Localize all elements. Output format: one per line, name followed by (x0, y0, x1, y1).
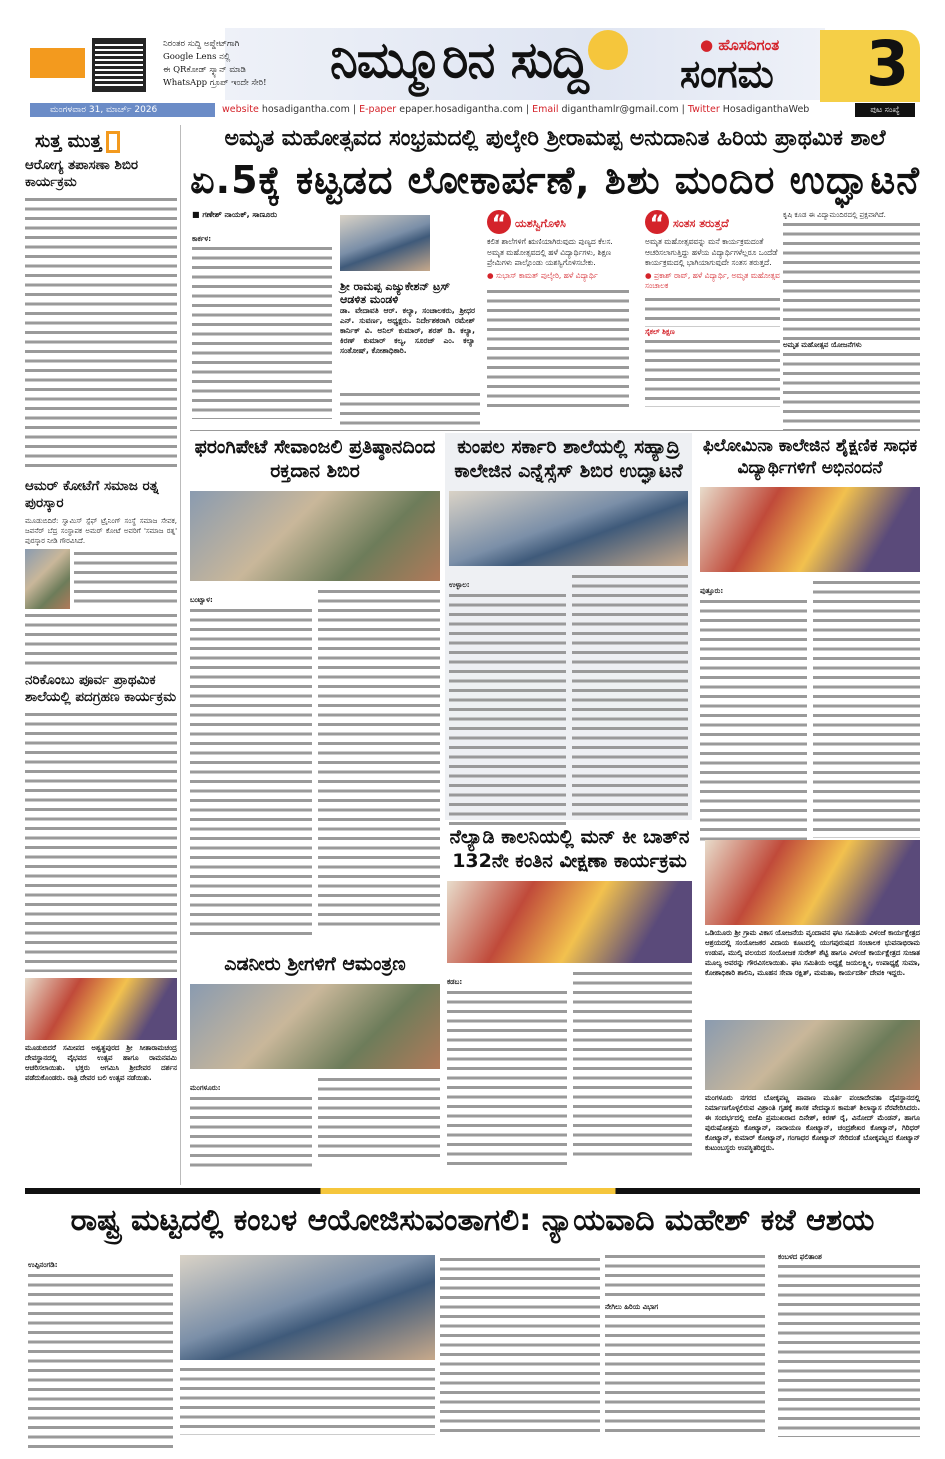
page-title: ನಿಮ್ಮೂರಿನ ಸುದ್ದಿ (330, 30, 588, 89)
story-body (605, 1312, 765, 1432)
logo-text: ಹೊಸದಿಗಂತ (718, 36, 780, 54)
story-body (25, 710, 177, 972)
group-photo (705, 840, 920, 925)
quote-source-text: ಸುಭಾಸ್ ಕಾಮತ್ ಪುಲ್ಕೇರಿ, ಹಳೆ ವಿದ್ಯಾರ್ಥಿ (495, 270, 598, 280)
bottom-col-1 (28, 1252, 173, 1451)
photo-caption-block (340, 280, 475, 356)
column-brand (35, 131, 177, 153)
quote-text: ಕಲಿತ ಶಾಲೆಗಳಿಗೆ ಋಣಿಯಾಗಿರುವುದು ಪುಣ್ಯದ ಕೆಲಸ. ಅಮೃತ ಮಹೋತ್ಸವದಲ್ಲಿ ಹಳೆ ವಿದ್ಯಾರ್ಥಿಗಳು, ಶಿಕ್ಷಣ ಪ್ರೇಮಿಗಳು ಪಾಲ್ಗೊಂಡು ಯಶಸ್ವಿಗೊಳಿಸಬೇಕು. (487, 237, 613, 267)
subhead: ನೇಗಿಲು ಹಿರಿಯ ವಿಭಾಗ (605, 1303, 659, 1311)
story-body (700, 597, 807, 847)
quote-icon: “ (487, 210, 511, 234)
subhead: ಸೈಕಲ್ ಶಿಕ್ಷಣ (645, 327, 675, 336)
email-link[interactable]: diganthamlr@gmail.com (561, 104, 679, 115)
quote-source: ● ಪ್ರಕಾಶ್ ರಾವ್, ಹಳೆ ವಿದ್ಯಾರ್ಥಿ, ಅಮೃತ ಮಹೋತ್ಸವ ಸಂಚಾಲಕ (645, 270, 780, 290)
epaper-label: E-paper (359, 104, 397, 115)
dateline: ಕಡಬ: (447, 978, 463, 986)
story-body (645, 295, 780, 327)
story-body (605, 1252, 765, 1302)
dateline: ಬಂಟ್ವಾಳ: (190, 596, 213, 604)
page-number: 3 (866, 27, 910, 100)
story-body (447, 988, 567, 1168)
story-body (645, 337, 780, 407)
quote-title: ಸಂತಸ ತರುತ್ತದೆ (673, 216, 729, 230)
bottom-col-5 (778, 1252, 920, 1437)
door-icon (106, 131, 120, 153)
story-text: ಕೃಷಿ ಕೂಡ ಈ ವಿದ್ಯಾಮಂದಿರದಲ್ಲಿ ಪ್ರಕ್ಷವಾಗಿದೆ. (783, 211, 886, 219)
dateline: ಉಪ್ಪಿನಂಗಡಿ: (28, 1261, 58, 1269)
story-body (440, 1255, 600, 1435)
story-photo (190, 984, 440, 1069)
story-headline: ನರಿಕೊಂಬು ಪೂರ್ವ ಪ್ರಾಥಮಿಕ ಶಾಲೆಯಲ್ಲಿ ಪದಗ್ರಹಣ ಕಾರ್ಯಕ್ರಮ (25, 672, 177, 705)
epaper-link[interactable]: epaper.hosadigantha.com (399, 104, 523, 115)
caption-text: ಡಾ. ವೇದಾವತಿ ಆರ್. ಕಲ್ಯಾ, ಸಂಚಾಲಕರು, ಶ್ರೀಧರ ಎನ್. ಸುವರ್ಣ, ಅಧ್ಯಕ್ಷರು. ನಿರ್ದೇಶಕರಾಗಿ ರಮೇಶ್ ಕಾರ್ನಿಕ್ ವಿ. ಅನಿಲ್ ಕುಮಾರ್, ಶರತ್ ಡಿ. ಕಲ್ಯಾ, ಕಿರಣ್ ಕುಮಾರ್ ಕಲ್ಯ, ಸೂರಜ್ ಎಂ. ಕಲ್ಯಾ ಸಂತೋಷ್, ಕೋಶಾಧಿಕಾರಿ. (340, 306, 475, 355)
byline-text: ಗಣೇಶ್ ನಾಯಕ್, ಸಾಣೂರು (202, 210, 278, 219)
quote-text: ಅಮೃತ ಮಹೋತ್ಸವವನ್ನು ಮನೆ ಕಾರ್ಯಕ್ರಮದಂತೆ ಆಚರಿಸಲಾಗುತ್ತಿದ್ದು ಹಳೆಯ ವಿದ್ಯಾರ್ಥಿಗಳೆಲ್ಲರೂ ಒಂದೆಡೆ ಕಾರ್ಯಕ್ರಮದಲ್ಲಿ ಭಾಗಿಯಾಗುವುದೇ ಸಂತಸ ತರುತ್ತದೆ. (645, 237, 778, 267)
story-body (28, 1271, 173, 1451)
story-body (190, 606, 312, 941)
story-body (25, 611, 177, 666)
twitter-label: Twitter (687, 104, 720, 115)
section-stripe (25, 1188, 920, 1194)
story-body (340, 390, 480, 426)
story-body (192, 244, 332, 419)
story-photo (700, 487, 920, 572)
qr-code[interactable] (92, 38, 146, 92)
kambala-photo (180, 1255, 435, 1360)
qr-text-line: Google Lens ನಲ್ಲಿ (163, 52, 231, 62)
story-philomena (700, 435, 920, 847)
website-link[interactable]: hosadigantha.com (261, 104, 350, 115)
newspaper-logo: ● ಹೊಸದಿಗಂತ (700, 36, 780, 54)
quote-title: ಯಶಸ್ವಿಗೊಳಿಸಿ (515, 216, 566, 230)
person-photo (25, 549, 70, 609)
quote-source-text: ಪ್ರಕಾಶ್ ರಾವ್, ಹಳೆ ವಿದ್ಯಾರ್ಥಿ, ಅಮೃತ ಮಹೋತ್ಸವ ಸಂಚಾಲಕ (645, 270, 780, 290)
lead-headline: ಏ.5ಕ್ಕೆ ಕಟ್ಟಡದ ಲೋಕಾರ್ಪಣೆ, ಶಿಶು ಮಂದಿರ ಉದ್ಘಾಟನೆ (190, 158, 920, 202)
photo-caption: ಮೂಡುಬಿದರೆ ಸಮೀಪದ ಅಶ್ವತ್ಥಪುರದ ಶ್ರೀ ಸೀತಾರಾಮಚಂದ್ರ ದೇವಸ್ಥಾನದಲ್ಲಿ ವೈಭವದ ಉತ್ಸವ ಹಾಗೂ ರಾಮನವಮಿ ಆಚರಿಸಲಾಯಿತು. ಭಕ್ತರು ಆಗಮಿಸಿ ಶ್ರೀದೇವರ ದರ್ಶನ ಪಡೆದುಕೊಂಡರು. ರಾತ್ರಿ ದೇವರ ಬಲಿ ಉತ್ಸವ ನಡೆಯಿತು. (25, 1044, 177, 1082)
qr-instructions (163, 38, 283, 90)
column-brand-text: ಸುತ್ತ ಮುತ್ತ (35, 131, 102, 152)
bottom-col-4 (605, 1252, 765, 1432)
qr-text-line: WhatsApp ಗ್ರೂಪ್ ಇಂದೇ ಸೇರಿ! (163, 78, 267, 88)
story-body (783, 350, 920, 430)
story-headline: ಎಡನೀರು ಶ್ರೀಗಳಿಗೆ ಆಮಂತ್ರಣ (224, 953, 406, 975)
section-name: ಸಂಗಮ (680, 52, 774, 96)
temple-photo (25, 978, 177, 1040)
story-lead: ಮೂಡುಬಿದಿರೆ: ಸ್ವಾಮಿಸ್ ಸ್ಪೆಫ್ ಟ್ರೈನಿಂಗ್ ಸಂಸ್ಥೆ ಸಮಾಜ ಸೇವಕ, ಜವನೆರ್ ಬೆದ್ರ ಸಂಸ್ಥಾಪಕ ಅಮರ್ ಕೋಟೆ ಅವರಿಗೆ 'ಸಮಾಜ ರತ್ನ' ಪುರಸ್ಕಾರ ನೀಡಿ ಗೌರವಿಸಿದೆ. (25, 517, 177, 545)
group-photo (705, 1020, 920, 1090)
quote-box (487, 210, 629, 407)
story-blood-donation (190, 435, 440, 941)
quote-source: ● ಸುಭಾಸ್ ಕಾಮತ್ ಪುಲ್ಕೇರಿ, ಹಳೆ ವಿದ್ಯಾರ್ಥಿ (487, 270, 598, 280)
story-body (783, 220, 920, 340)
email-label: Email (532, 104, 559, 115)
column-divider (180, 125, 181, 1185)
story-body (449, 591, 566, 826)
dateline: ಪುತ್ತೂರು: (700, 587, 724, 595)
subhead: ಅಮೃತ ಮಹೋತ್ಸವ ಯೋಜನೆಗಳು (783, 341, 862, 349)
photo-caption: ಒಡಿಯೂರು ಶ್ರೀ ಗ್ರಾಮ ವಿಕಾಸ ಯೋಜನೆಯ ವೃಂದಾವನ ಘಟ ಸಮಿತಿಯ ವಿಳಂಜೆ ಕಾರ್ಯಕ್ಷೇತ್ರದ ಆಶ್ರಯದಲ್ಲಿ ಸಂಯೋಜಕರ ವಿದಾಯ ಕೂಟದಲ್ಲಿ ಯುಗಪುರುಷದ ಸಂಚಾಲಕ ಭುವನಾಭಿರಾಮ ಉಡುಪ, ಮುಲ್ಕಿ ವಲಯದ ಸಂಯೋಜಕ ಸುರೇಶ್ ಶೆಟ್ಟಿ ಹಾಗೂ ವಿಳಂಜೆ ಕಾರ್ಯಕ್ಷೇತ್ರದ ಸುಜಾತ ಮೂಲ್ಯ ಅವರನ್ನು ಗೌರವಿಸಲಾಯಿತು. ಘಟ ಸಮಿತಿಯ ಅಧ್ಯಕ್ಷೆ ಜಯಲಕ್ಷ್ಮೀ, ಉಪಾಧ್ಯಕ್ಷೆ ಸುಮಾ, ಕೋಶಾಧಿಕಾರಿ ಶಾಲಿನಿ, ಮೂಹನ ಸೇವಾ ರಕ್ಷಿತ್, ಮಮತಾ, ಕಾರ್ಯದರ್ಶಿ ದೇವಕಿ ಇದ್ದರು. (705, 929, 920, 977)
contact-links: website hosadigantha.com | E-paper epaper.hosadigantha.com | Email diganthamlr@gmail.com | Twitter HosadiganthaWeb (222, 104, 810, 115)
subhead: ಕಂಬಳದ ಫಲಿತಾಂಶ (778, 1253, 822, 1261)
bottom-headline: ರಾಷ್ಟ್ರ ಮಟ್ಟದಲ್ಲಿ ಕಂಬಳ ಆಯೋಜಿಸುವಂತಾಗಲಿ: ನ್ಯಾಯವಾದಿ ಮಹೇಶ್ ಕಜೆ ಆಶಯ (70, 1203, 875, 1238)
dateline: ಕಾರ್ಕಳ: (192, 235, 211, 243)
story-headline: ಕುಂಪಲ ಸರ್ಕಾರಿ ಶಾಲೆಯಲ್ಲಿ ಸಹ್ಯಾದ್ರಿ ಕಾಲೇಜಿನ ಎನ್ನೆಸ್ಸೆಸ್ ಶಿಬಿರ ಉದ್ಘಾಟನೆ (454, 436, 683, 482)
story-body (813, 578, 920, 838)
photo-caption: ಮಂಗಳೂರು ನಗರದ ಬೋಕ್ಕಪಟ್ಣ ಪಾಪಾಣ ಮೂರ್ತಿ ಪಂಚಾದೇವತಾ ದೈವಸ್ಥಾನದಲ್ಲಿ ನಿರ್ಮಾಣಗೊಳ್ಳಲಿರುವ ವಿಶ್ರಾಂತಿ ಗೃಹಕ್ಕೆ ಶಾಸಕ ವೇದವ್ಯಾಸ ಕಾಮತ್ ಶಿಲಾನ್ಯಾಸ ನೆರವೇರಿಸಿದರು. ಈ ಸಂದರ್ಭದಲ್ಲಿ ಬಿಜೆಪಿ ಪ್ರಮುಖರಾದ ದಿನೇಶ್, ಕಿರಣ್ ರೈ, ವಿನೋದ್ ಮೆಂಡನ್, ಹಾಗೂ ಪುರುಷೋತ್ತಮ ಕೋಟ್ಯಾನ್, ನಾರಾಯಣ ಕೋಟ್ಯಾನ್, ಚಂದ್ರಶೇಖರ ಕೋಟ್ಯಾನ್, ಗಿರಿಧರ್ ಕೋಟ್ಯಾನ್, ಕುಮಾರ್ ಕೋಟ್ಯಾನ್, ಗಂಗಾಧರ ಕೋಟ್ಯಾನ್ ಸೇರಿದಂತೆ ಬೋಕ್ಕಪಟ್ಣದ ಕೋಟ್ಯಾನ್ ಕುಟುಂಬಸ್ಥರು ಉಪಸ್ಥಿತರಿದ್ದರು. (705, 1094, 920, 1152)
story-headline: ಫರಂಗಿಪೇಟೆ ಸೇವಾಂಜಲಿ ಪ್ರತಿಷ್ಠಾನದಿಂದ ರಕ್ತದಾನ ಶಿಬಿರ (194, 436, 436, 482)
story-photo (447, 881, 692, 963)
masthead-accent (30, 48, 85, 78)
story-headline: ಆರೋಗ್ಯ ತಪಾಸಣಾ ಶಿಬಿರ ಕಾರ್ಯಕ್ರಮ (25, 157, 139, 190)
website-label: website (222, 104, 259, 115)
story-headline: ನೆಲ್ಯಾಡಿ ಕಾಲನಿಯಲ್ಲಿ ಮನ್ ಕೀ ಬಾತ್‌ನ 132ನೇ ಕಂತಿನ ವೀಕ್ಷಣಾ ಕಾರ್ಯಕ್ರಮ (449, 826, 690, 872)
twitter-link[interactable]: HosadiganthaWeb (722, 104, 810, 115)
story-headline: ಫಿಲೋಮಿನಾ ಕಾಲೇಜಿನ ಶೈಕ್ಷಣಿಕ ಸಾಧಕ ವಿದ್ಯಾರ್ಥಿಗಳಿಗೆ ಅಭಿನಂದನೆ (702, 436, 918, 478)
story-headline: ಆಮರ್ ಕೋಟೆಗೆ ಸಮಾಜ ರತ್ನ ಪುರಸ್ಕಾರ (25, 478, 159, 511)
story-edaneeru (190, 952, 440, 1169)
story-body (318, 587, 440, 932)
story-photo (449, 491, 688, 566)
left-column (25, 125, 177, 1083)
story-body (318, 1075, 440, 1160)
story-body (74, 549, 177, 609)
dateline: ಮಂಗಳೂರು: (190, 1084, 221, 1092)
lead-kicker: ಅಮೃತ ಮಹೋತ್ಸವದ ಸಂಭ್ರಮದಲ್ಲಿ ಪುಲ್ಕೇರಿ ಶ್ರೀರಾಮಪ್ಪ ಅನುದಾನಿತ ಹಿರಿಯ ಪ್ರಾಥಮಿಕ ಶಾಲೆ (224, 126, 886, 151)
sun-decoration (588, 30, 628, 70)
dateline: ಉಳ್ಳಾಲ: (449, 581, 470, 589)
story-nss-camp (445, 433, 692, 820)
page-label: ಪುಟ ಸಂಖ್ಯೆ (855, 103, 915, 117)
quote-box (645, 210, 780, 407)
school-building-photo (340, 215, 430, 271)
caption-head: ಶ್ರೀ ರಾಮಪ್ಪ ಎಜ್ಯುಕೇಶನ್ ಟ್ರಸ್ ಆಡಳಿತ ಮಂಡಳಿ (340, 280, 451, 306)
issue-date: ಮಂಗಳವಾರ 31, ಮಾರ್ಚ್ 2026 (30, 103, 215, 117)
story-body (180, 1365, 435, 1435)
qr-text-line: ಈ QRಕೋಡ್ ಸ್ಕ್ಯಾನ್ ಮಾಡಿ (163, 65, 246, 75)
story-body (190, 1094, 312, 1169)
divider (190, 430, 920, 431)
story-body (573, 969, 693, 1159)
story-body (487, 287, 629, 407)
story-mann-ki-baat (447, 825, 692, 1168)
quote-icon: “ (645, 210, 669, 234)
qr-text-line: ನಿರಂತರ ಸುದ್ದಿ ಅಪ್ಡೇಟ್‌ಗಾಗಿ (163, 39, 240, 49)
story-body (572, 572, 689, 817)
story-photo (190, 491, 440, 581)
byline: ■ ಗಣೇಶ್ ನಾಯಕ್, ಸಾಣೂರು (192, 210, 278, 219)
lead-col-4 (783, 210, 920, 430)
lead-col-1 (192, 210, 332, 419)
story-body (778, 1262, 920, 1437)
story-body (25, 195, 177, 470)
